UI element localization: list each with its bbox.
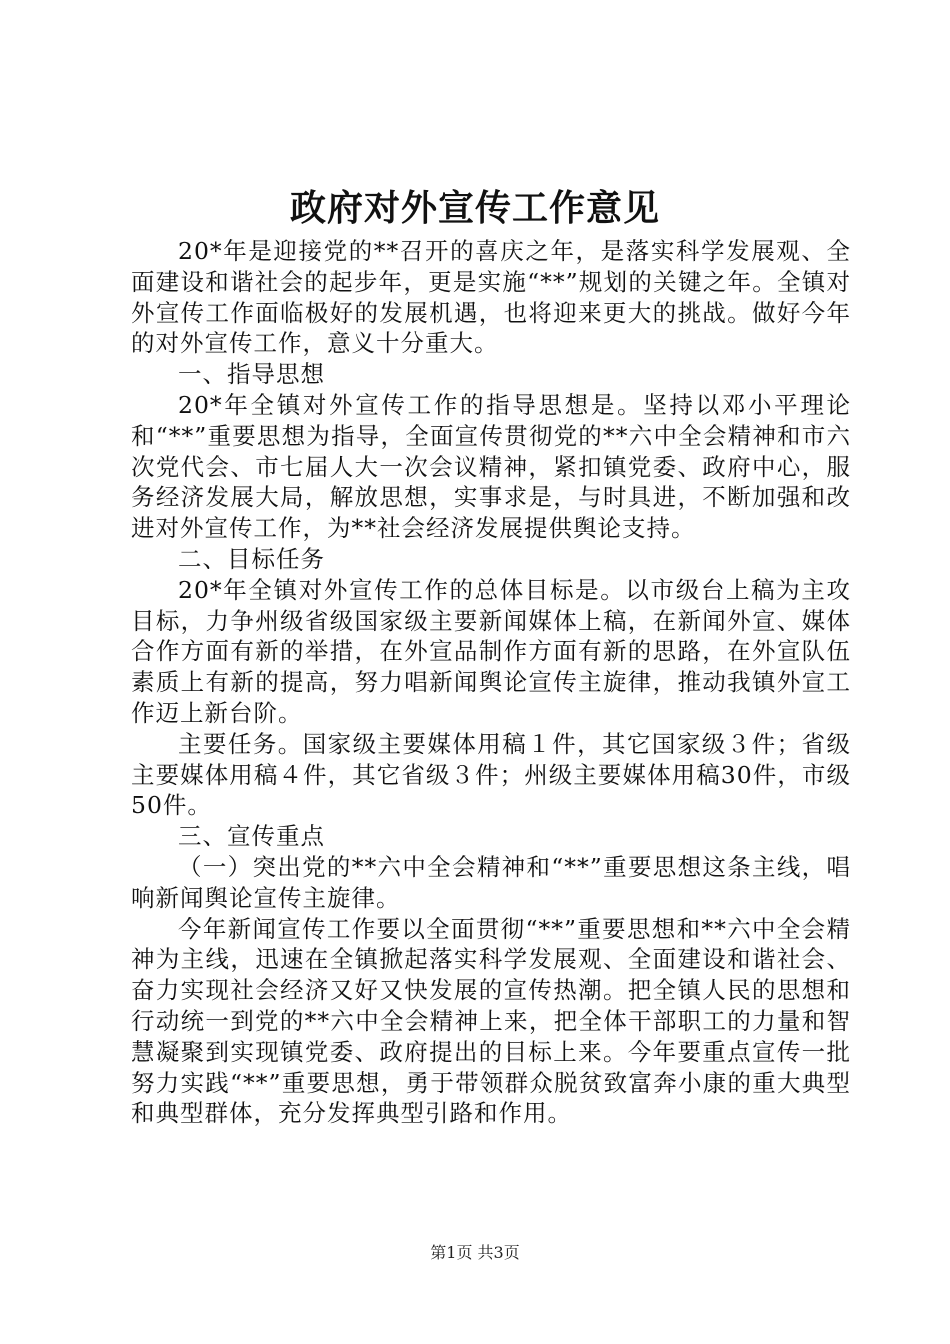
section-heading-goals-tasks: 二、目标任务 — [178, 544, 325, 573]
paragraph-main-tasks: 主要任务。国家级主要媒体用稿１件，其它国家级３件；省级主要媒体用稿４件，其它省级３件；州级主要媒体用稿30件，市级50件。 — [131, 729, 851, 820]
subheading-main-line: （一）突出党的**六中全会精神和“**”重要思想这条主线，唱响新闻舆论宣传主旋律。 — [131, 852, 851, 912]
paragraph-intro: 20*年是迎接党的**召开的喜庆之年，是落实科学发展观、全面建设和谐社会的起步年，更是实施“**”规划的关键之年。全镇对外宣传工作面临极好的发展机遇，也将迎来更大的挑战。做好今年的对外宣传工作，意义十分重大。 — [131, 237, 851, 358]
document-body — [131, 236, 851, 1129]
paragraph-news-work: 今年新闻宣传工作要以全面贯彻“**”重要思想和**六中全会精神为主线，迅速在全镇掀起落实科学发展观、全面建设和谐社会、奋力实现社会经济又好又快发展的宣传热潮。把全镇人民的思想和行动统一到党的**六中全会精神上来，把全体干部职工的力量和智慧凝聚到实现镇党委、政府提出的目标上来。今年要重点宣传一批努力实践“**”重要思想，勇于带领群众脱贫致富奔小康的重大典型和典型群体，充分发挥典型引路和作用。 — [131, 914, 851, 1128]
page-number-footer: 第1页 共3页 — [430, 1243, 520, 1262]
section-heading-publicity-focus: 三、宣传重点 — [178, 822, 325, 851]
section-heading-guiding-thought: 一、指导思想 — [178, 360, 325, 389]
document-title: 政府对外宣传工作意见 — [289, 187, 660, 229]
paragraph-overall-goal: 20*年全镇对外宣传工作的总体目标是。以市级台上稿为主攻目标，力争州级省级国家级主要新闻媒体上稿，在新闻外宣、媒体合作方面有新的举措，在外宣品制作方面有新的思路，在外宣队伍素质上有新的提高，努力唱新闻舆论宣传主旋律，推动我镇外宣工作迈上新台阶。 — [131, 575, 851, 727]
paragraph-guiding-thought: 20*年全镇对外宣传工作的指导思想是。坚持以邓小平理论和“**”重要思想为指导，全面宣传贯彻党的**六中全会精神和市六次党代会、市七届人大一次会议精神，紧扣镇党委、政府中心，服务经济发展大局，解放思想，实事求是，与时具进，不断加强和改进对外宣传工作，为**社会经济发展提供舆论支持。 — [131, 390, 851, 543]
